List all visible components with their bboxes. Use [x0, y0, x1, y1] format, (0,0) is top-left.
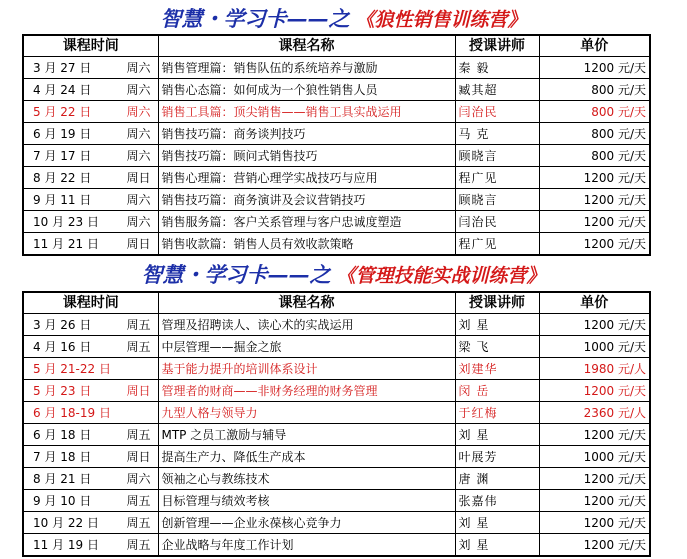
- course-teacher: 程广见: [455, 233, 539, 256]
- course-price: 1200 元/天: [539, 490, 650, 512]
- course-price: 1200 元/天: [539, 211, 650, 233]
- course-date: 11 月 19 日: [33, 537, 99, 552]
- course-price: 1200 元/天: [539, 233, 650, 256]
- sales-camp-table: [22, 34, 651, 256]
- course-weekday: 周五: [126, 317, 151, 332]
- course-date: 6 月 18 日: [33, 427, 92, 442]
- header-teacher: 授课讲师: [455, 292, 539, 314]
- course-teacher: 叶展芳: [455, 446, 539, 468]
- course-teacher: 闵 岳: [455, 380, 539, 402]
- course-teacher: 程广见: [455, 167, 539, 189]
- course-name: 管理者的财商——非财务经理的财务管理: [158, 380, 455, 402]
- course-name: 销售技巧篇：商务谈判技巧: [158, 123, 455, 145]
- table-header-row: [23, 292, 650, 314]
- management-camp-title-course: 《管理技能实战训练营》: [336, 265, 546, 287]
- table-row: [23, 512, 650, 534]
- header-price: 单价: [539, 292, 650, 314]
- course-name: 销售收款篇：销售人员有效收款策略: [158, 233, 455, 256]
- course-date: 9 月 11 日: [33, 192, 92, 207]
- table-row: [23, 424, 650, 446]
- course-price: 1200 元/天: [539, 512, 650, 534]
- sales-camp-title-course: 《狼性销售训练营》: [355, 9, 527, 31]
- course-weekday: 周六: [126, 104, 151, 119]
- table-row: [23, 402, 650, 424]
- course-name: 销售心理篇：营销心理学实战技巧与应用: [158, 167, 455, 189]
- header-course-time: 课程时间: [23, 292, 158, 314]
- course-price: 1200 元/天: [539, 534, 650, 557]
- course-price: 800 元/天: [539, 101, 650, 123]
- table-row: [23, 57, 650, 79]
- course-time-cell: [23, 123, 158, 145]
- table-row: [23, 167, 650, 189]
- sales-camp-title: [0, 3, 687, 33]
- course-name: 九型人格与领导力: [158, 402, 455, 424]
- course-price: 1200 元/天: [539, 189, 650, 211]
- course-date: 3 月 27 日: [33, 60, 92, 75]
- course-time-cell: [23, 79, 158, 101]
- course-time-cell: [23, 446, 158, 468]
- table-row: [23, 380, 650, 402]
- course-name: 销售心态篇：如何成为一个狼性销售人员: [158, 79, 455, 101]
- course-teacher: 顾晓言: [455, 189, 539, 211]
- course-name: 销售技巧篇：顾问式销售技巧: [158, 145, 455, 167]
- table-row: [23, 446, 650, 468]
- course-date: 4 月 16 日: [33, 339, 92, 354]
- course-name: 销售管理篇：销售队伍的系统培养与激励: [158, 57, 455, 79]
- header-teacher: 授课讲师: [455, 35, 539, 57]
- course-teacher: 顾晓言: [455, 145, 539, 167]
- course-date: 10 月 23 日: [33, 214, 99, 229]
- course-time-cell: [23, 101, 158, 123]
- course-time-cell: [23, 211, 158, 233]
- course-teacher: 马 克: [455, 123, 539, 145]
- course-date: 6 月 18-19 日: [33, 405, 111, 420]
- table-row: [23, 189, 650, 211]
- sales-camp-title-main: 智慧・学习卡——之: [160, 6, 350, 31]
- course-name: 销售服务篇：客户关系管理与客户忠诚度塑造: [158, 211, 455, 233]
- header-course-time: 课程时间: [23, 35, 158, 57]
- table-row: [23, 534, 650, 557]
- course-date: 5 月 21-22 日: [33, 361, 111, 376]
- course-weekday: 周六: [126, 471, 151, 486]
- course-name: 中层管理——掘金之旅: [158, 336, 455, 358]
- course-time-cell: [23, 468, 158, 490]
- management-camp-title-main: 智慧・学习卡——之: [141, 262, 331, 287]
- course-price: 1200 元/天: [539, 57, 650, 79]
- course-price: 1000 元/天: [539, 446, 650, 468]
- course-teacher: 臧其超: [455, 79, 539, 101]
- course-date: 6 月 19 日: [33, 126, 92, 141]
- course-weekday: 周六: [126, 192, 151, 207]
- header-course-name: 课程名称: [158, 35, 455, 57]
- course-time-cell: [23, 380, 158, 402]
- course-time-cell: [23, 358, 158, 380]
- course-weekday: 周六: [126, 126, 151, 141]
- table-row: [23, 358, 650, 380]
- course-price: 1200 元/天: [539, 167, 650, 189]
- course-time-cell: [23, 402, 158, 424]
- course-price: 1980 元/人: [539, 358, 650, 380]
- course-teacher: 梁 飞: [455, 336, 539, 358]
- table-row: [23, 101, 650, 123]
- table-row: [23, 233, 650, 256]
- course-weekday: 周六: [126, 214, 151, 229]
- course-price: 800 元/天: [539, 145, 650, 167]
- header-price: 单价: [539, 35, 650, 57]
- table-row: [23, 336, 650, 358]
- table-row: [23, 211, 650, 233]
- course-weekday: 周日: [126, 170, 151, 185]
- course-time-cell: [23, 57, 158, 79]
- course-weekday: 周六: [126, 60, 151, 75]
- course-date: 3 月 26 日: [33, 317, 92, 332]
- table-row: [23, 79, 650, 101]
- course-teacher: 闫治民: [455, 101, 539, 123]
- course-time-cell: [23, 534, 158, 557]
- course-name: 销售技巧篇：商务演讲及会议营销技巧: [158, 189, 455, 211]
- course-weekday: 周日: [126, 236, 151, 251]
- course-teacher: 闫治民: [455, 211, 539, 233]
- course-date: 8 月 22 日: [33, 170, 92, 185]
- course-price: 1200 元/天: [539, 314, 650, 336]
- course-date: 7 月 17 日: [33, 148, 92, 163]
- course-name: 目标管理与绩效考核: [158, 490, 455, 512]
- course-price: 1200 元/天: [539, 468, 650, 490]
- table-header-row: [23, 35, 650, 57]
- course-date: 11 月 21 日: [33, 236, 99, 251]
- course-teacher: 刘建华: [455, 358, 539, 380]
- course-name: 创新管理——企业永葆核心竞争力: [158, 512, 455, 534]
- management-camp-table: [22, 291, 651, 557]
- course-name: 销售工具篇：顶尖销售——销售工具实战运用: [158, 101, 455, 123]
- course-name: 基于能力提升的培训体系设计: [158, 358, 455, 380]
- course-name: 管理及招聘读人、读心术的实战运用: [158, 314, 455, 336]
- course-price: 800 元/天: [539, 79, 650, 101]
- course-price: 800 元/天: [539, 123, 650, 145]
- course-weekday: 周日: [126, 449, 151, 464]
- course-teacher: 唐 渊: [455, 468, 539, 490]
- course-time-cell: [23, 167, 158, 189]
- course-weekday: 周五: [126, 493, 151, 508]
- course-time-cell: [23, 314, 158, 336]
- table-row: [23, 145, 650, 167]
- course-price: 1000 元/天: [539, 336, 650, 358]
- course-teacher: 刘 星: [455, 314, 539, 336]
- course-name: 领袖之心与教练技术: [158, 468, 455, 490]
- table-row: [23, 468, 650, 490]
- course-weekday: 周五: [126, 537, 151, 552]
- course-price: 1200 元/天: [539, 380, 650, 402]
- sales-camp-rows: [23, 57, 650, 256]
- course-time-cell: [23, 189, 158, 211]
- course-time-cell: [23, 233, 158, 256]
- course-teacher: 刘 星: [455, 534, 539, 557]
- course-weekday: 周日: [126, 383, 151, 398]
- course-teacher: 于红梅: [455, 402, 539, 424]
- course-time-cell: [23, 145, 158, 167]
- course-date: 8 月 21 日: [33, 471, 92, 486]
- course-date: 4 月 24 日: [33, 82, 92, 97]
- course-time-cell: [23, 424, 158, 446]
- course-teacher: 秦 毅: [455, 57, 539, 79]
- course-weekday: 周六: [126, 82, 151, 97]
- course-price: 1200 元/天: [539, 424, 650, 446]
- course-date: 7 月 18 日: [33, 449, 92, 464]
- management-camp-rows: [23, 314, 650, 557]
- course-time-cell: [23, 490, 158, 512]
- course-teacher: 刘 星: [455, 424, 539, 446]
- course-weekday: 周五: [126, 515, 151, 530]
- course-price: 2360 元/人: [539, 402, 650, 424]
- course-weekday: 周五: [126, 427, 151, 442]
- course-date: 9 月 10 日: [33, 493, 92, 508]
- course-date: 10 月 22 日: [33, 515, 99, 530]
- course-time-cell: [23, 512, 158, 534]
- course-weekday: 周六: [126, 148, 151, 163]
- course-weekday: 周五: [126, 339, 151, 354]
- table-row: [23, 490, 650, 512]
- course-teacher: 刘 星: [455, 512, 539, 534]
- course-name: MTP 之员工激励与辅导: [158, 424, 455, 446]
- course-teacher: 张嘉伟: [455, 490, 539, 512]
- course-time-cell: [23, 336, 158, 358]
- management-camp-title: [0, 259, 687, 289]
- table-row: [23, 314, 650, 336]
- course-name: 提高生产力、降低生产成本: [158, 446, 455, 468]
- table-row: [23, 123, 650, 145]
- course-date: 5 月 22 日: [33, 104, 92, 119]
- course-date: 5 月 23 日: [33, 383, 92, 398]
- course-name: 企业战略与年度工作计划: [158, 534, 455, 557]
- header-course-name: 课程名称: [158, 292, 455, 314]
